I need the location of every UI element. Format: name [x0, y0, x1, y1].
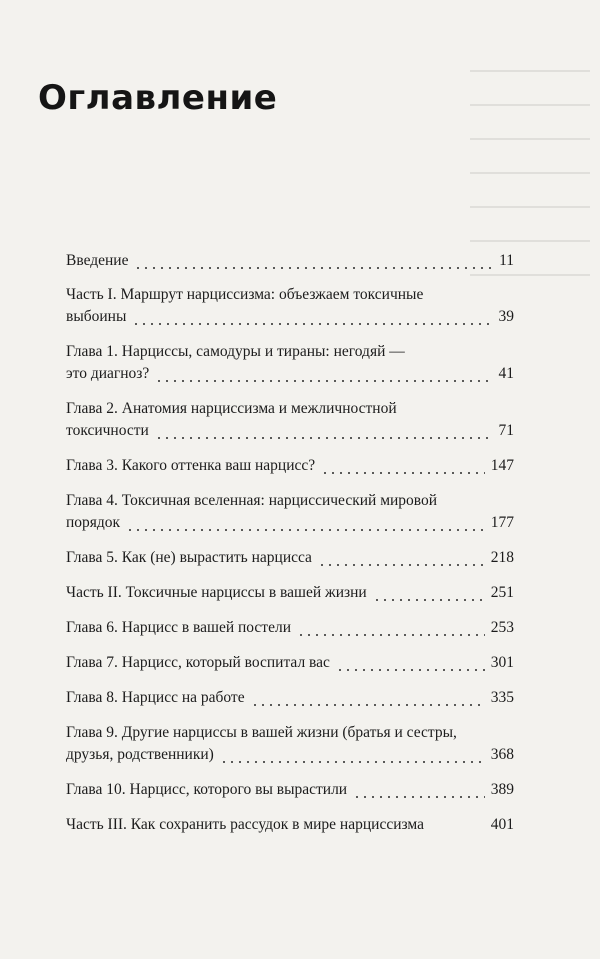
toc-entry	[66, 722, 514, 766]
dot-leader	[126, 518, 485, 534]
toc-entry-title: Глава 2. Анатомия нарциссизма и межличностной	[66, 400, 397, 417]
toc-page-number: 335	[490, 689, 514, 706]
toc-entry-title: Глава 5. Как (не) вырастить нарцисса	[66, 549, 312, 566]
toc-entry-title: Часть III. Как сохранить рассудок в мире нарциссизма	[66, 816, 424, 833]
toc-page-number: 389	[490, 781, 514, 798]
toc-entry	[66, 617, 514, 639]
toc-page-number: 147	[490, 457, 514, 474]
toc-page-number: 71	[498, 422, 514, 439]
toc-page-number: 401	[490, 816, 514, 833]
dot-leader	[155, 369, 492, 385]
toc-entry	[66, 547, 514, 569]
toc-page-number: 251	[490, 584, 514, 601]
toc-entry-title: Глава 9. Другие нарциссы в вашей жизни (братья и сестры,	[66, 724, 457, 741]
toc-entry-title: Глава 3. Какого оттенка ваш нарцисс?	[66, 457, 316, 474]
dot-leader	[353, 785, 485, 801]
toc-entry-title: Глава 7. Нарцисс, который воспитал вас	[66, 654, 330, 671]
dot-leader	[134, 256, 493, 272]
toc-entry	[66, 582, 514, 604]
toc-entry-title: Глава 1. Нарциссы, самодуры и тираны: негодяй —	[66, 343, 405, 360]
toc-entry	[66, 652, 514, 674]
dot-leader	[318, 553, 485, 569]
toc-page-number: 39	[498, 308, 514, 325]
toc-entry	[66, 341, 514, 385]
toc-entry-title: это диагноз?	[66, 365, 150, 382]
dot-leader	[321, 461, 485, 477]
dot-leader	[297, 623, 485, 639]
toc-entry-title: Глава 4. Токсичная вселенная: нарциссический мировой	[66, 492, 438, 509]
toc-entry	[66, 687, 514, 709]
toc-entry-title: Глава 10. Нарцисс, которого вы вырастили	[66, 781, 348, 798]
dot-leader	[155, 426, 493, 442]
dot-leader	[220, 750, 485, 766]
toc-page-number: 368	[490, 746, 514, 763]
toc-entry-title: Часть I. Маршрут нарциссизма: объезжаем токсичные	[66, 286, 424, 303]
toc-entry	[66, 250, 514, 272]
toc-entry	[66, 455, 514, 477]
toc-entry	[66, 490, 514, 534]
toc-page-number: 301	[490, 654, 514, 671]
toc-page-number: 11	[499, 252, 514, 269]
toc-entry-title: Глава 6. Нарцисс в вашей постели	[66, 619, 291, 636]
toc-entry-title: Часть II. Токсичные нарциссы в вашей жизни	[66, 584, 367, 601]
dot-leader	[373, 588, 485, 604]
toc-page-number: 177	[490, 514, 514, 531]
dot-leader	[336, 658, 485, 674]
toc-entry	[66, 779, 514, 801]
dot-leader	[251, 693, 485, 709]
page-title: Оглавление	[38, 78, 278, 118]
toc-entry-title: порядок	[66, 514, 121, 531]
toc-entry-title: Введение	[66, 252, 129, 269]
table-of-contents	[66, 250, 514, 836]
toc-entry	[66, 814, 514, 836]
toc-page-number: 41	[498, 365, 514, 382]
toc-entry-title: Глава 8. Нарцисс на работе	[66, 689, 245, 706]
toc-entry-title: друзья, родственники)	[66, 746, 214, 763]
toc-page-number: 253	[490, 619, 514, 636]
toc-entry-title: токсичности	[66, 422, 149, 439]
toc-page-number: 218	[490, 549, 514, 566]
dot-leader	[132, 312, 492, 328]
toc-entry	[66, 398, 514, 442]
toc-entry	[66, 284, 514, 328]
toc-entry-title: выбоины	[66, 308, 127, 325]
